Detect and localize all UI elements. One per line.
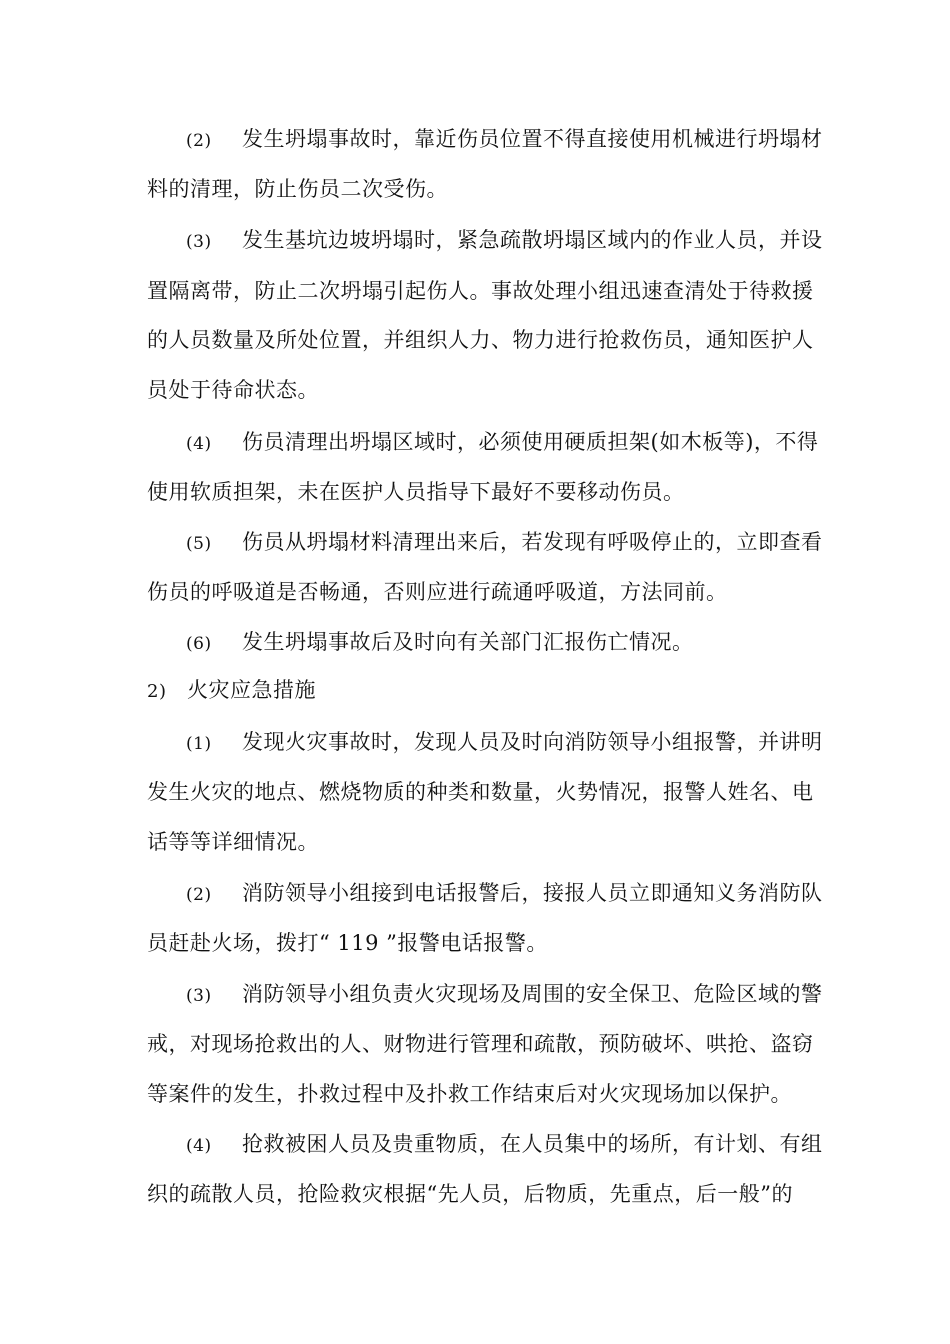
item-text: 伤员从坍塌材料清理出来后，若发现有呼吸停止的，立即查看 [242,530,823,554]
item-number: (2) [186,131,212,151]
item-text: 发生基坑边坡坍塌时，紧急疏散坍塌区域内的作业人员，并设 [242,228,823,252]
fire-item-2-line-2: 员赶赴火场，拨打“ 119 ”报警电话报警。 [147,931,548,955]
item-text: 消防领导小组负责火灾现场及周围的安全保卫、危险区域的警 [242,982,823,1006]
paragraph-item-3-line-2: 置隔离带，防止二次坍塌引起伤人。事故处理小组迅速查清处于待救援 [147,279,814,303]
paragraph-item-5-line-1 [186,527,866,559]
paragraph-item-3-line-1 [186,225,866,257]
fire-item-1-line-1 [186,727,866,759]
paragraph-item-2-line-1 [186,124,866,156]
fire-item-3-line-1 [186,979,866,1011]
item-text: 抢救被困人员及贵重物质，在人员集中的场所，有计划、有组 [242,1132,823,1156]
paragraph-item-6-line-1 [186,627,866,659]
fire-item-3-line-3: 等案件的发生，扑救过程中及扑救工作结束后对火灾现场加以保护。 [147,1082,792,1106]
item-text: 消防领导小组接到电话报警后，接报人员立即通知义务消防队 [242,881,823,905]
paragraph-item-2-line-2: 料的清理，防止伤员二次受伤。 [147,177,448,201]
fire-item-1-line-2: 发生火灾的地点、燃烧物质的种类和数量，火势情况，报警人姓名、电 [147,780,814,804]
fire-item-3-line-2: 戒，对现场抢救出的人、财物进行管理和疏散，预防破坏、哄抢、盗窃 [147,1032,814,1056]
item-number: (5) [186,534,212,554]
fire-item-2-line-1 [186,878,866,910]
item-number: (1) [186,734,212,754]
section-title: 火灾应急措施 [187,678,316,702]
item-number: (4) [186,434,212,454]
item-number: (6) [186,634,212,654]
paragraph-item-4-line-2: 使用软质担架，未在医护人员指导下最好不要移动伤员。 [147,480,685,504]
item-number: (3) [186,986,212,1006]
fire-item-1-line-3: 话等等详细情况。 [147,830,319,854]
section-heading-fire [147,675,827,707]
paragraph-item-3-line-4: 员处于待命状态。 [147,378,319,402]
item-text: 发现火灾事故时，发现人员及时向消防领导小组报警，并讲明 [242,730,823,754]
fire-item-4-line-2: 织的疏散人员，抢险救灾根据“先人员，后物质，先重点，后一般”的 [147,1182,793,1206]
section-number: 2) [147,681,167,702]
paragraph-item-3-line-3: 的人员数量及所处位置，并组织人力、物力进行抢救伤员，通知医护人 [147,328,814,352]
paragraph-item-5-line-2: 伤员的呼吸道是否畅通，否则应进行疏通呼吸道，方法同前。 [147,580,728,604]
paragraph-item-4-line-1 [186,427,866,459]
item-text: 伤员清理出坍塌区域时，必须使用硬质担架(如木板等)，不得 [242,430,819,454]
item-number: (2) [186,885,212,905]
item-text: 发生坍塌事故时，靠近伤员位置不得直接使用机械进行坍塌材 [242,127,823,151]
item-text: 发生坍塌事故后及时向有关部门汇报伤亡情况。 [242,630,694,654]
item-number: (3) [186,232,212,252]
item-number: (4) [186,1136,212,1156]
fire-item-4-line-1 [186,1129,866,1161]
